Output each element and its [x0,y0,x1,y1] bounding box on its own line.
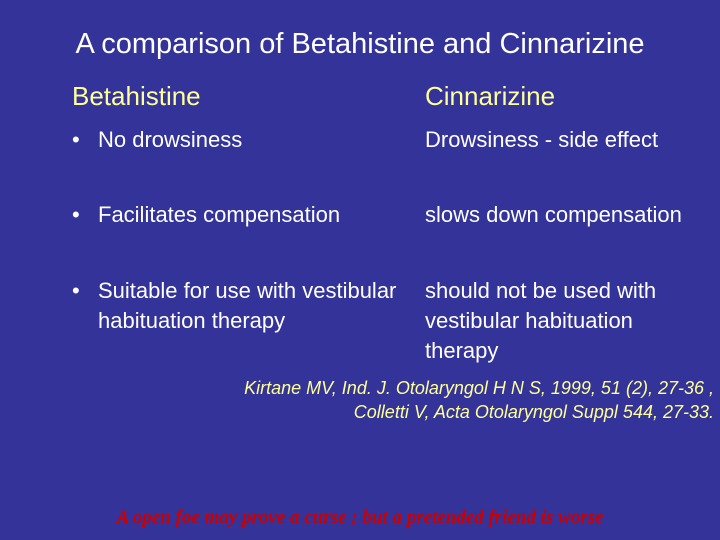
references [74,376,714,424]
betahistine-point-text: No drowsiness [98,127,243,152]
betahistine-point-text: Facilitates compensation [98,202,341,227]
betahistine-point-text: Suitable for use with vestibular habituation therapy [98,278,397,333]
column-header-betahistine: Betahistine [72,81,201,111]
bullet-icon: • [72,127,80,152]
cinnarizine-point-3: should not be used with vestibular habituation therapy [425,278,657,363]
bullet-icon: • [72,202,80,227]
bullet-icon: • [72,278,80,303]
betahistine-point-3 [72,276,402,336]
betahistine-point-1 [72,125,402,155]
cinnarizine-point-1: Drowsiness - side effect [425,127,659,152]
footer-quote: A open foe may prove a curse ; but a pretended friend is worse [116,507,604,528]
reference-colletti: Colletti V, Acta Otolaryngol Suppl 544, 27-33. [353,402,714,422]
cinnarizine-point-2: slows down compensation [425,202,682,227]
reference-kirtane: Kirtane MV, Ind. J. Otolaryngol H N S, 1999, 51 (2), 27-36 , [244,378,714,398]
column-header-cinnarizine: Cinnarizine [425,81,556,111]
slide-title: A comparison of Betahistine and Cinnarizine [75,28,645,60]
betahistine-point-2 [72,200,402,230]
